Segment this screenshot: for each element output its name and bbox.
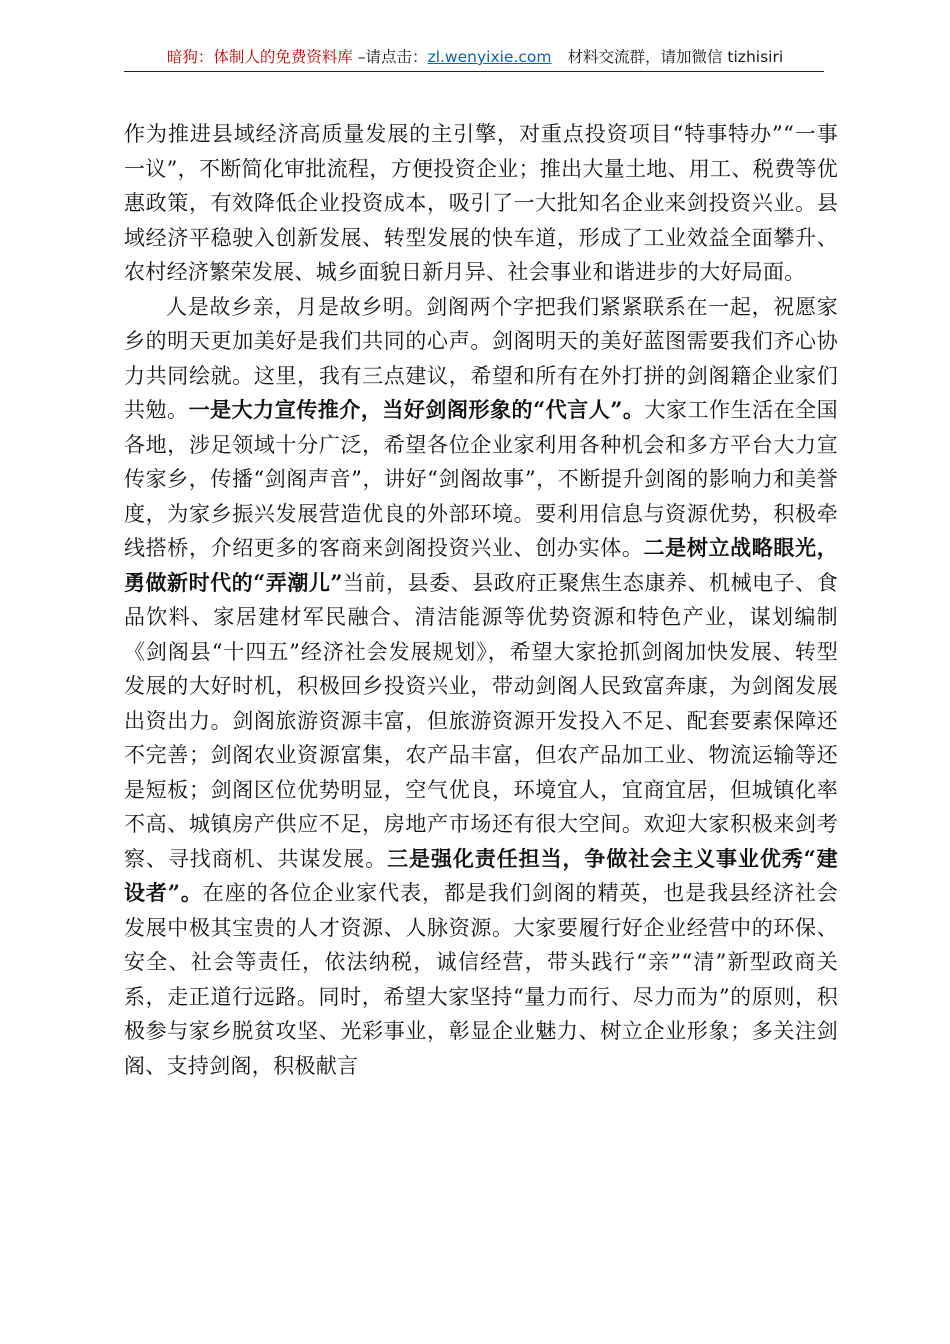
paragraph-2 bbox=[124, 290, 838, 1084]
proposal-heading-2: 二是树立战略眼光，勇做新时代的“弄潮儿” bbox=[124, 535, 839, 595]
header-contact: 材料交流群，请加微信 tizhisiri bbox=[567, 48, 784, 66]
paragraph-1 bbox=[124, 117, 838, 290]
page-header bbox=[0, 46, 950, 68]
header-prompt: –请点击： bbox=[352, 48, 428, 66]
paragraph-text: 当前，县委、县政府正聚焦生态康养、机械电子、食品饮料、家居建材军民融合、清洁能源等优势资源和特色产业，谋划编制《剑阁县“十四五”经济社会发展规划》，希望大家抢抓剑阁加快发展、转型发展的大好时机，积极回乡投资兴业，带动剑阁人民致富奔康，为剑阁发展出资出力。剑阁旅游资源丰富，但旅游资源开发投入不足、配套要素保障还不完善；剑阁农业资源富集，农产品丰富，但农产品加工业、物流运输等还是短板；剑阁区位优势明显，空气优良，环境宜人，宜商宜居，但城镇化率不高、城镇房产供应不足，房地产市场还有很大空间。欢迎大家积极来剑考察、寻找商机、共谋发展。 bbox=[124, 570, 838, 871]
proposal-heading-1: 一是大力宣传推介，当好剑阁形象的“代言人”。 bbox=[188, 397, 645, 422]
header-link[interactable]: zl.wenyixie.com bbox=[427, 48, 552, 66]
document-body bbox=[124, 117, 838, 1083]
paragraph-text: 人是故乡亲，月是故乡明。剑阁两个字把我们紧紧联系在一起，祝愿家乡的明天更加美好是我们共同的心声。剑阁明天的美好蓝图需要我们齐心协力共同绘就。这里，我有三点建议，希望和所有在外打拼的剑阁籍企业家们共勉。 bbox=[124, 294, 838, 422]
paragraph-text: 大家工作生活在全国各地，涉足领域十分广泛，希望各位企业家利用各种机会和多方平台大力宣传家乡，传播“剑阁声音”，讲好“剑阁故事”，不断提升剑阁的影响力和美誉度，为家乡振兴发展营造优良的外部环境。要利用信息与资源优势，积极牵线搭桥，介绍更多的客商来剑阁投资兴业、创办实体。 bbox=[124, 398, 838, 560]
header-divider bbox=[124, 71, 824, 72]
paragraph-text: 在座的各位企业家代表，都是我们剑阁的精英，也是我县经济社会发展中极其宝贵的人才资源、人脉资源。大家要履行好企业经营中的环保、安全、社会等责任，依法纳税，诚信经营，带头践行“亲”“清”新型政商关系，走正道行远路。同时，希望大家坚持“量力而行、尽力而为”的原则，积极参与家乡脱贫攻坚、光彩事业，彰显企业魅力、树立企业形象；多关注剑阁、支持剑阁，积极献言 bbox=[124, 881, 838, 1078]
proposal-heading-3: 三是强化责任担当，争做社会主义事业优秀“建设者”。 bbox=[124, 845, 838, 905]
header-brand: 暗狗：体制人的免费资料库 bbox=[166, 48, 353, 66]
paragraph-text: 作为推进县域经济高质量发展的主引擎，对重点投资项目“特事特办”“一事一议”，不断简化审批流程，方便投资企业；推出大量土地、用工、税费等优惠政策，有效降低企业投资成本，吸引了一大批知名企业来剑投资兴业。县域经济平稳驶入创新发展、转型发展的快车道，形成了工业效益全面攀升、农村经济繁荣发展、城乡面貌日新月异、社会事业和谐进步的大好局面。 bbox=[124, 122, 838, 284]
